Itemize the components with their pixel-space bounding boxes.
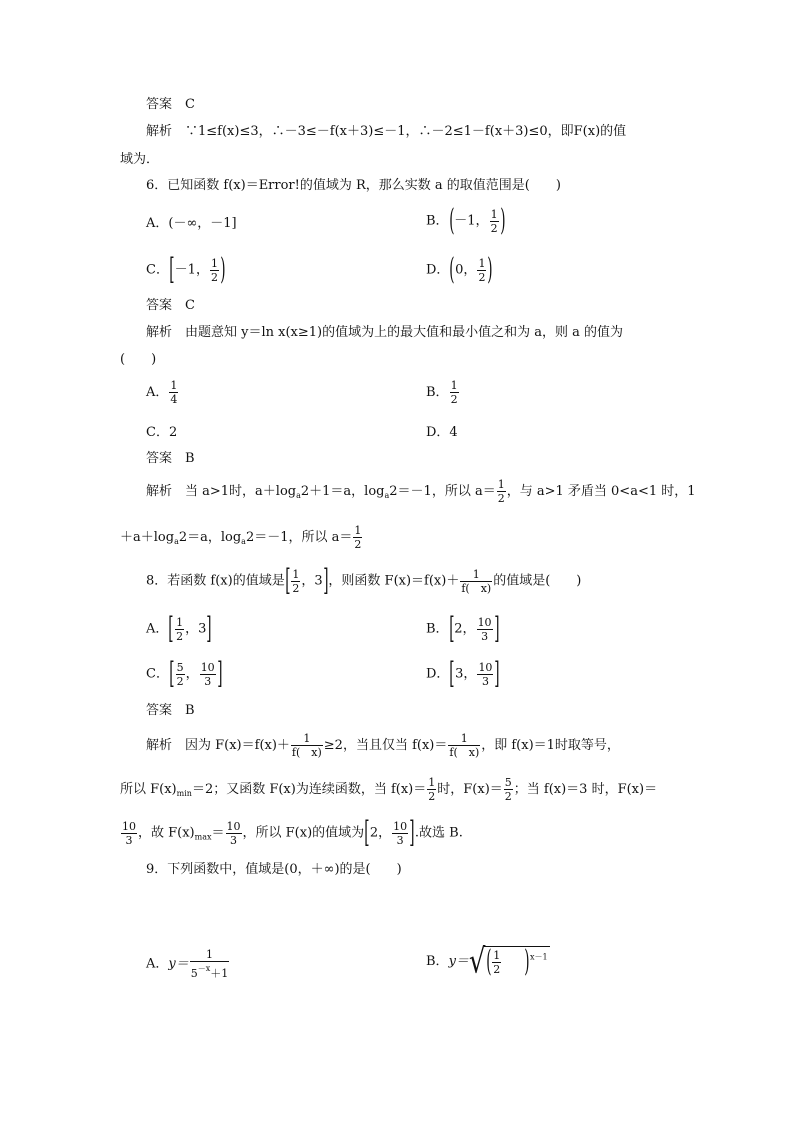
solution-text: 解析 当 a>1时，$a+\log_a2+1=a$，$\log_a2=-1$，所以 a＝ $\frac{1}{2}$ ，与 a>1 矛盾当 0<a<1 时，1 bbox=[146, 478, 696, 505]
option-a: A．y＝ $\frac{1}{5^{-x}+1}$ bbox=[146, 948, 229, 980]
option-b-label: B． bbox=[426, 213, 449, 229]
solution-text: $+a+\log_a2=a$，$\log_a2=-1$，所以 a＝ $\frac{1}{2}$ bbox=[120, 524, 362, 551]
option-a: A．(－∞，－1] bbox=[146, 216, 237, 231]
option-b: B．y＝√( $\frac{1}{2}$ )$^{x-1}$ bbox=[426, 942, 548, 981]
option-a: A．[ $\frac{1}{2}$ ，3] bbox=[146, 611, 212, 646]
option-b: B．(－1， $\frac{1}{2}$ ) bbox=[426, 203, 506, 238]
solution-text: 域为． bbox=[120, 152, 160, 167]
solution-text: ( ) bbox=[120, 352, 157, 367]
option-c-label: C． bbox=[146, 262, 169, 278]
solution-text: 解析 因为 F(x)＝f(x)＋ $\frac{1}{f( x)}$ ≥2，当且仅当 f(x)＝ $\frac{1}{f( x)}$ ，即 f(x)＝1时取等号， bbox=[146, 732, 620, 759]
question-8: 8．若函数 f(x)的值域是[ $\frac{1}{2}$ ，3]，则函数 F(x)＝f(x)＋ $\frac{1}{f( x)}$ 的值域是( ) bbox=[146, 563, 582, 598]
question-9: 9．下列函数中，值域是(0，＋∞)的是( ) bbox=[146, 862, 402, 877]
option-a: A． $\frac{1}{4}$ bbox=[146, 379, 178, 406]
option-c: C．[ $\frac{5}{2}$ ， $\frac{10}{3}$ ] bbox=[146, 656, 223, 691]
solution-text: 解析 由题意知 y＝ln x(x≥1)的值域为上的最大值和最小值之和为 a，则 a 的值为 bbox=[146, 325, 624, 340]
option-d: D．[3， $\frac{10}{3}$ ] bbox=[426, 656, 500, 691]
question-6: 6．已知函数 f(x)＝Error!的值域为 R，那么实数 a 的取值范围是( ) bbox=[146, 178, 561, 193]
solution-text: $\frac{10}{3}$ ，故 $F(x)_{max}=$ $\frac{10}{3}$ ，所以 F(x)的值域为[2， $\frac{10}{3}$ ].故选 B. bbox=[122, 815, 463, 850]
option-d-label: D． bbox=[426, 262, 450, 278]
answer-label: 答案 B bbox=[146, 703, 195, 718]
answer-label: 答案 C bbox=[146, 298, 195, 313]
option-c: C．2 bbox=[146, 425, 178, 440]
option-b: B． $\frac{1}{2}$ bbox=[426, 379, 458, 406]
option-b: B．[2， $\frac{10}{3}$ ] bbox=[426, 611, 500, 646]
solution-text: 所以 $F(x)_{min}=2$；又函数 F(x)为连续函数，当 f(x)＝ $\frac{1}{2}$ 时，F(x)＝ $\frac{5}{2}$ ；当 f(x)＝3 时，F(x)＝ bbox=[120, 776, 658, 803]
answer-label: 答案 C bbox=[146, 97, 195, 112]
option-d: D．4 bbox=[426, 425, 458, 440]
solution-text: 解析 ∵1≤f(x)≤3，∴－3≤－f(x＋3)≤－1，∴－2≤1－f(x＋3)≤0，即F(x)的值 bbox=[146, 124, 627, 139]
answer-label: 答案 B bbox=[146, 451, 195, 466]
option-d: D．(0， $\frac{1}{2}$ ) bbox=[426, 252, 493, 287]
option-c: C．[－1， $\frac{1}{2}$ ) bbox=[146, 252, 226, 287]
